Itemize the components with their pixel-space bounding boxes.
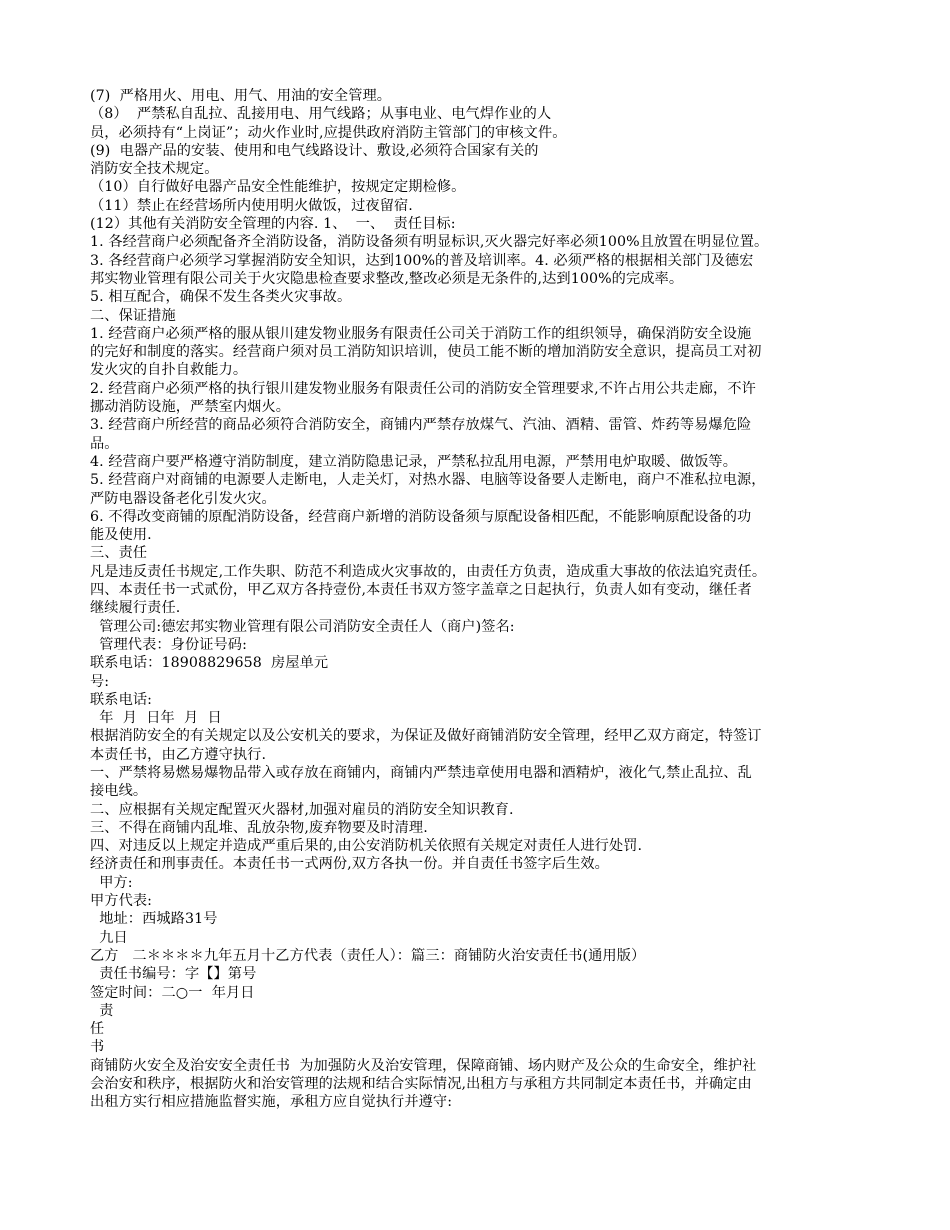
- text-line: 3. 各经营商户必须学习掌握消防安全知识，达到100%的普及培训率。4. 必须严格的根据相关部门及德宏: [90, 252, 754, 269]
- date-line: 年 月 日年 月 日: [90, 710, 222, 727]
- text-line: 的完好和制度的落实。经营商户须对员工消防知识培训，使员工能不断的增加消防安全意识，提高员工对初: [90, 344, 762, 361]
- text-line: 凡是违反责任书规定,工作失职、防范不利造成火灾事故的，由责任方负责，造成重大事故的依法追究责任。: [90, 563, 767, 580]
- title-char: 书: [90, 1039, 105, 1056]
- section-heading: 三、责任: [90, 545, 148, 562]
- text-line: 商铺防火安全及治安安全责任书 为加强防火及治安管理，保障商铺、场内财产及公众的生命安全，维护社: [90, 1057, 757, 1074]
- text-line: 四、本责任书一式贰份，甲乙双方各持壹份,本责任书双方签字盖章之日起执行，负责人如有变动，继任者: [90, 582, 752, 599]
- text-line: 责任书编号：字【】第号: [90, 966, 257, 983]
- text-line: 挪动消防设施，严禁室内烟火。: [90, 399, 291, 416]
- text-line: 5. 经营商户对商铺的电源要人走断电，人走关灯，对热水器、电脑等设备要人走断电，商户不准私拉电源，: [90, 472, 766, 489]
- text-line: 员，必须持有“上岗证”；动火作业时,应提供政府消防主管部门的审核文件。: [90, 124, 567, 141]
- text-line: 6. 不得改变商铺的原配消防设备，经营商户新增的消防设备须与原配设备相匹配，不能影响原配设备的功: [90, 508, 752, 525]
- text-line: （10）自行做好电器产品安全性能维护，按规定定期检修。: [90, 179, 466, 196]
- date-line: 签定时间：二○一 年月日: [90, 984, 255, 1001]
- text-line: 一、严禁将易燃易爆物品带入或存放在商铺内，商铺内严禁违章使用电器和酒精炉，液化气,禁止乱拉、乱: [90, 764, 752, 781]
- text-line: 1. 各经营商户必须配备齐全消防设备，消防设备须有明显标识,灭火器完好率必须100%且放置在明显位置。: [90, 234, 769, 251]
- text-line: 品。: [90, 435, 119, 452]
- text-line: 会治安和秩序，根据防火和治安管理的法规和结合实际情况,出租方与承租方共同制定本责任书，并确定由: [90, 1076, 752, 1093]
- text-line: 经济责任和刑事责任。本责任书一式两份,双方各执一份。并自责任书签字后生效。: [90, 856, 609, 873]
- text-line: (9) 电器产品的安装、使用和电气线路设计、敷设,必须符合国家有关的: [90, 142, 539, 159]
- text-line: (7) 严格用火、用电、用气、用油的安全管理。: [90, 88, 392, 104]
- text-line: 2. 经营商户必须严格的执行银川建发物业服务有限责任公司的消防安全管理要求,不许占用公共走廊，不许: [90, 380, 756, 397]
- text-line: 二、应根据有关规定配置灭火器材,加强对雇员的消防安全知识教育.: [90, 801, 514, 818]
- text-line: 邦实物业管理有限公司关于火灾隐患检查要求整改,整改必须是无条件的,达到100%的完成率。: [90, 270, 684, 287]
- signature-line: 管理代表：身份证号码:: [90, 636, 247, 653]
- text-line: 能及使用.: [90, 527, 152, 544]
- title-char: 责: [90, 1002, 114, 1019]
- text-line: 乙方 二＊＊＊＊九年五月十乙方代表（责任人）：篇三：商铺防火治安责任书(通用版）: [90, 947, 646, 964]
- address-line: 地址：西城路31号: [90, 911, 218, 928]
- title-char: 任: [90, 1021, 105, 1038]
- text-line: 发火灾的自扑自救能力。: [90, 362, 248, 379]
- text-line: 3. 经营商户所经营的商品必须符合消防安全，商铺内严禁存放煤气、汽油、酒精、雷管、炸药等易爆危险: [90, 417, 752, 434]
- text-line: 继续履行责任.: [90, 600, 181, 617]
- section-heading: 二、保证措施: [90, 307, 176, 324]
- text-line: （8） 严禁私自乱拉、乱接用电、用气线路；从事电业、电气焊作业的人: [90, 106, 552, 123]
- text-line: 5. 相互配合，确保不发生各类火灾事故。: [90, 289, 352, 306]
- text-line: 接电线。: [90, 783, 148, 800]
- text-line: 1. 经营商户必须严格的服从银川建发物业服务有限责任公司关于消防工作的组织领导，确保消防安全设施: [90, 325, 752, 342]
- signature-line: 甲方:: [90, 874, 133, 891]
- signature-line: 管理公司:德宏邦实物业管理有限公司消防安全责任人（商户)签名:: [90, 618, 515, 635]
- signature-line: 甲方代表:: [90, 893, 153, 910]
- document-body: [90, 87, 870, 1112]
- contact-line: 联系电话：18908829658 房屋单元: [90, 655, 329, 672]
- text-line: 四、对违反以上规定并造成严重后果的,由公安消防机关依照有关规定对责任人进行处罚.: [90, 838, 643, 855]
- text-line: 严防电器设备老化引发火灾。: [90, 490, 276, 507]
- text-line: （11）禁止在经营场所内使用明火做饭，过夜留宿.: [90, 197, 413, 214]
- contact-line: 联系电话:: [90, 691, 153, 708]
- text-line: 4. 经营商户要严格遵守消防制度，建立消防隐患记录，严禁私拉乱用电源，严禁用电炉取暖、做饭等。: [90, 453, 737, 470]
- text-line: 根据消防安全的有关规定以及公安机关的要求，为保证及做好商铺消防安全管理，经甲乙双方商定，特签订: [90, 728, 762, 745]
- text-line: 出租方实行相应措施监督实施，承租方应自觉执行并遵守:: [90, 1094, 453, 1111]
- text-line: 消防安全技术规定。: [90, 161, 219, 178]
- text-line: 本责任书，由乙方遵守执行.: [90, 746, 267, 763]
- text-line: 三、不得在商铺内乱堆、乱放杂物,废弃物要及时清理.: [90, 819, 428, 836]
- date-line: 九日: [90, 929, 128, 946]
- text-line: 号:: [90, 673, 110, 690]
- text-line: (12）其他有关消防安全管理的内容. 1、 一、 责任目标:: [90, 216, 456, 233]
